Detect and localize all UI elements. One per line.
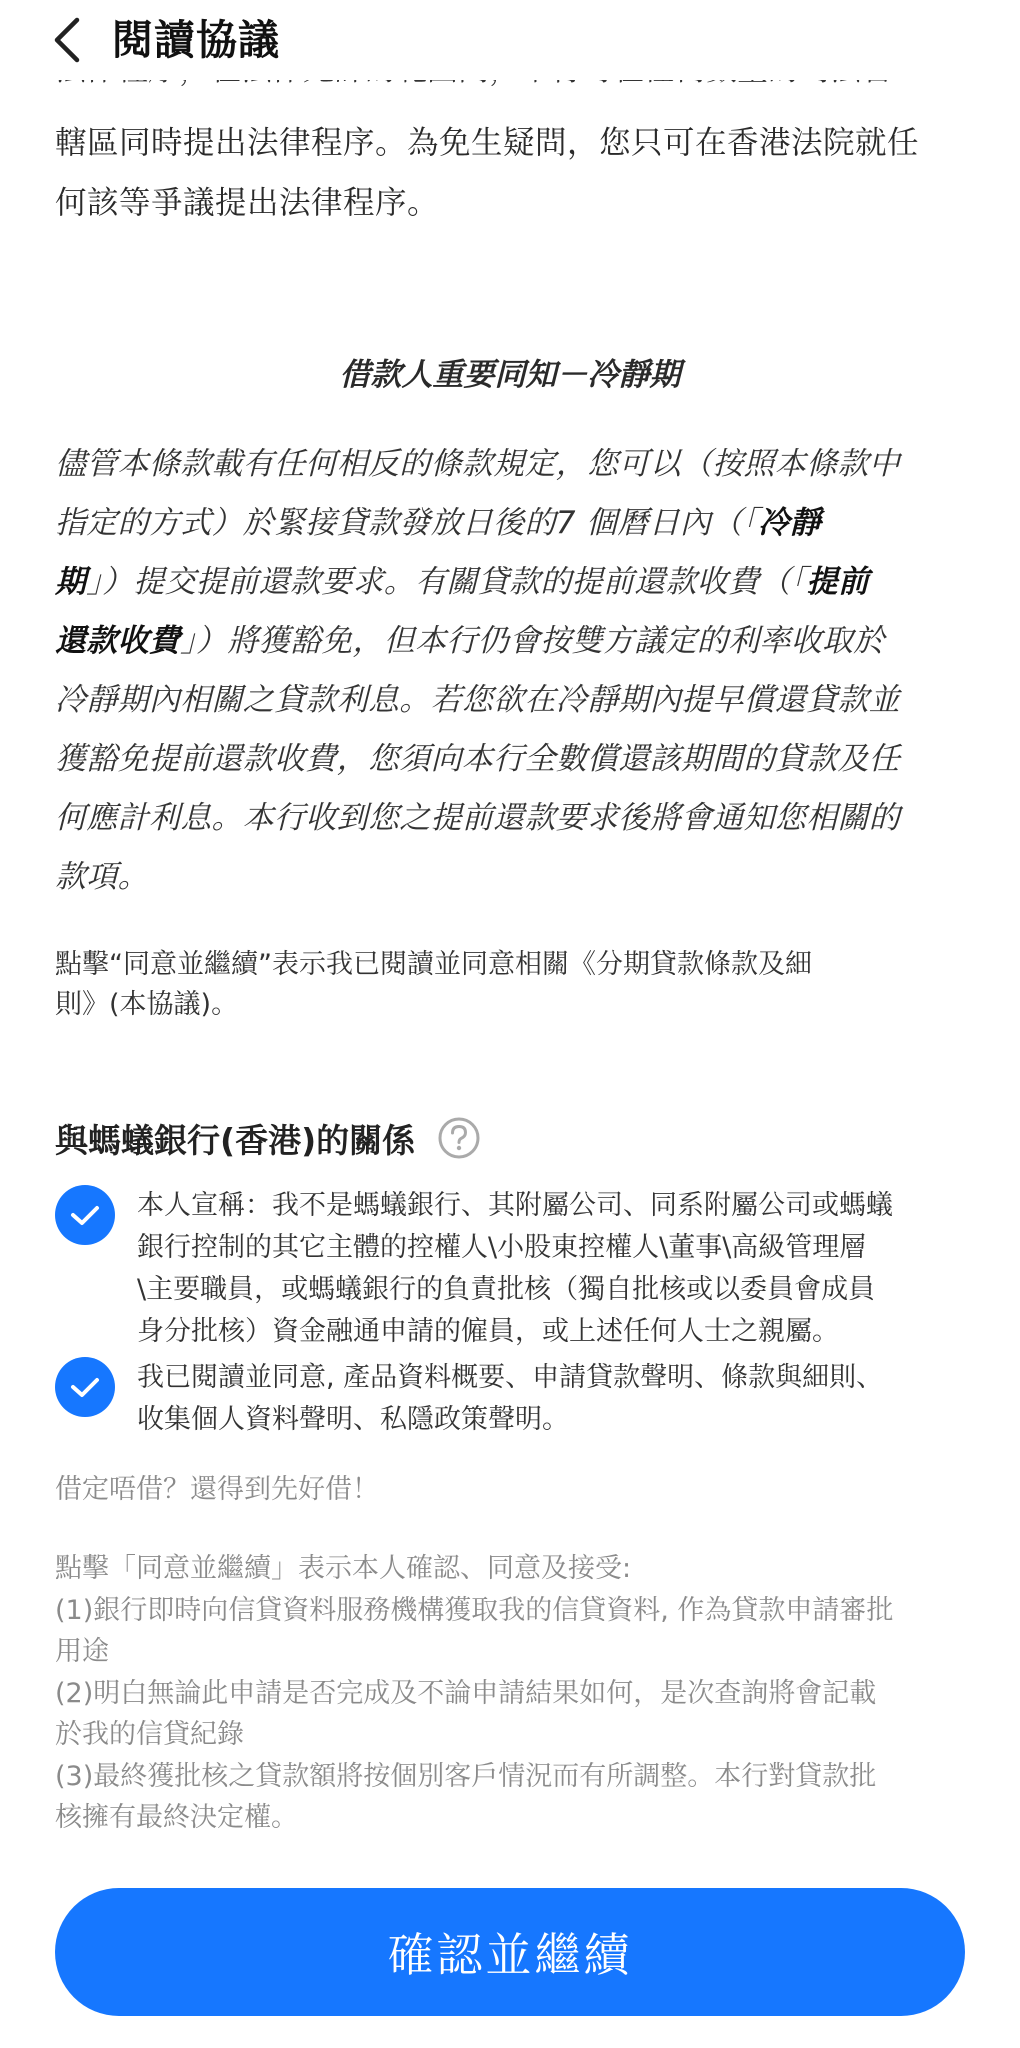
consent-line: 用途 — [55, 1636, 109, 1667]
consent-line: 於我的信貸紀錄 — [55, 1719, 244, 1750]
agreement-note — [55, 945, 955, 1025]
clipped-text-line — [55, 78, 955, 94]
checkbox-checked[interactable] — [55, 1185, 115, 1245]
question-circle-icon[interactable] — [437, 1116, 481, 1160]
cooling-off-paragraph — [55, 435, 985, 907]
chevron-left-icon[interactable] — [44, 12, 88, 68]
paragraph-line: 何該等爭議提出法律程序。 — [55, 185, 440, 221]
slogan-text: 借定唔借？還得到先好借！ — [55, 1474, 379, 1505]
consent-line: 收集個人資料聲明、私隱政策聲明。 — [137, 1404, 569, 1435]
relationship-section-title — [55, 1112, 481, 1164]
paragraph-line: 轄區同時提出法律程序。為免生疑問，您只可在香港法院就任 — [55, 125, 920, 161]
relationship-title-text: 與螞蟻銀行(香港)的關係 — [55, 1120, 416, 1160]
page-title: 閱讀協議 — [112, 16, 280, 64]
consent-line: 我已閱讀並同意, 產品資料概要、申請貸款聲明、條款與細則、 — [137, 1362, 884, 1393]
consent-item[interactable] — [55, 1357, 975, 1447]
consent-line: (3)最終獲批核之貸款額將按個別客戶情況而有所調整。本行對貸款批 — [55, 1760, 877, 1792]
bold-term: 提前 — [806, 564, 870, 600]
declaration-line: 本人宣稱：我不是螞蟻銀行、其附屬公司、同系附屬公司或螞蟻 — [137, 1190, 893, 1221]
paragraph-line: 獲豁免提前還款收費，您須向本行全數償還該期間的貸款及任 — [55, 741, 901, 777]
paragraph-line: 還款收費」）將獲豁免，但本行仍會按雙方議定的利率收取於 — [55, 623, 885, 659]
declaration-line: 銀行控制的其它主體的控權人\小股東控權人\董事\高級管理層 — [137, 1232, 867, 1263]
check-icon — [69, 1203, 101, 1227]
consent-line: (1)銀行即時向信貸資料服務機構獲取我的信貸資料, 作為貸款申請審批 — [55, 1594, 894, 1626]
paragraph-line: 指定的方式）於緊接貸款發放日後的7 個曆日內（「冷靜 — [55, 505, 821, 541]
header-bar — [0, 0, 1020, 80]
paragraph-line: 期」）提交提前還款要求。有關貸款的提前還款收費（「提前 — [55, 564, 870, 600]
credit-check-consent — [55, 1548, 985, 1839]
bold-term: 期 — [55, 564, 87, 600]
consent-line: 點擊「同意並繼續」表示本人確認、同意及接受: — [55, 1553, 632, 1584]
cooling-off-heading: 借款人重要同知－冷靜期 — [339, 357, 681, 393]
declaration-text — [137, 1185, 987, 1353]
declaration-line: \主要職員，或螞蟻銀行的負責批核（獨自批核或以委員會成員 — [137, 1274, 876, 1305]
check-icon — [69, 1375, 101, 1399]
jurisdiction-paragraph — [55, 113, 975, 233]
paragraph-line: 何應計利息。本行收到您之提前還款要求後將會通知您相關的 — [55, 800, 901, 836]
note-line: 點擊“同意並繼續”表示我已閱讀並同意相關《分期貸款條款及細 — [55, 949, 812, 980]
bold-term: 還款收費 — [55, 623, 181, 659]
consent-text — [137, 1357, 987, 1441]
paragraph-line: 款項。 — [55, 859, 149, 895]
bold-term: 冷靜 — [758, 505, 821, 541]
paragraph-line: 冷靜期內相關之貸款利息。若您欲在冷靜期內提早償還貸款並 — [55, 682, 901, 718]
consent-line: (2)明白無論此申請是否完成及不論申請結果如何，是次查詢將會記載 — [55, 1677, 877, 1709]
declaration-line: 身分批核）資金融通申請的僱員，或上述任何人士之親屬。 — [137, 1316, 839, 1347]
paragraph-line: 儘管本條款載有任何相反的條款規定，您可以（按照本條款中 — [55, 446, 901, 482]
confirm-continue-button[interactable]: 確認並繼續 — [55, 1888, 965, 2016]
note-line: 則》(本協議)。 — [55, 989, 239, 1020]
declaration-item[interactable] — [55, 1185, 975, 1355]
checkbox-checked[interactable] — [55, 1357, 115, 1417]
consent-line: 核擁有最終決定權。 — [55, 1802, 298, 1833]
